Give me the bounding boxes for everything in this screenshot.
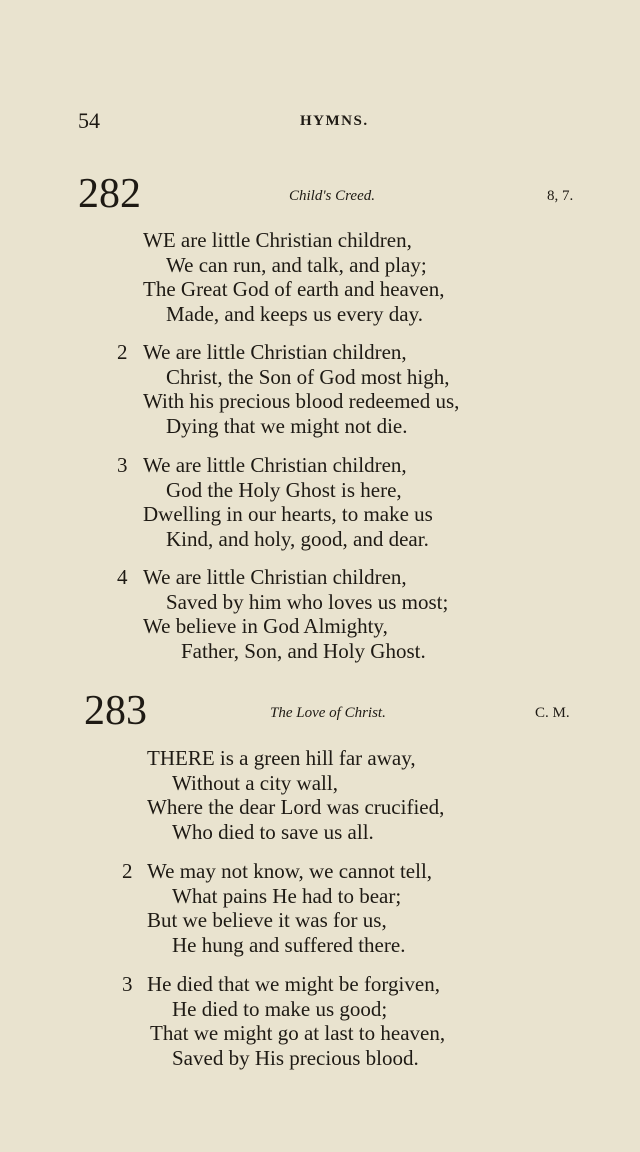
hymn-number: 283 [84, 688, 147, 734]
verse-line: Dying that we might not die. [166, 414, 408, 439]
verse-line: He died that we might be forgiven, [147, 972, 440, 996]
page-number: 54 [78, 108, 100, 133]
verse-line: But we believe it was for us, [147, 908, 387, 933]
verse-line: We may not know, we cannot tell, [147, 859, 433, 883]
stanza-number: 3 [117, 453, 128, 477]
verse-line: He died to make us good; [172, 996, 388, 1021]
hymn-title: The Love of Christ. [270, 705, 386, 721]
running-head [78, 108, 582, 134]
verse-line: We are little Christian children, [143, 453, 407, 477]
verse-line: Father, Son, and Holy Ghost. [181, 639, 426, 664]
verse-line: We are little Christian children, [143, 340, 407, 364]
verse-line: Who died to save us all. [172, 820, 374, 845]
running-title: HYMNS. [300, 113, 369, 129]
hymn-title: Child's Creed. [289, 188, 375, 204]
verse-line: Where the dear Lord was crucified, [147, 795, 445, 820]
verse-line: Made, and keeps us every day. [166, 302, 423, 327]
verse-line: Without a city wall, [172, 770, 338, 795]
verse-line: Dwelling in our hearts, to make us [143, 502, 433, 527]
hymn-heading [0, 689, 640, 733]
verse-line: Saved by him who loves us most; [166, 589, 449, 614]
stanza-number: 3 [122, 972, 133, 996]
hymn-meter: 8, 7. [547, 188, 574, 204]
verse-line: We are little Christian children, [143, 565, 407, 589]
hymn-number: 282 [78, 171, 141, 217]
verse-line: Saved by His precious blood. [172, 1046, 419, 1071]
verse-line: We believe in God Almighty, [143, 614, 388, 639]
hymn-heading [0, 172, 640, 216]
verse-line: Christ, the Son of God most high, [166, 364, 450, 389]
hymn-meter: C. M. [535, 705, 570, 721]
verse-line: That we might go at last to heaven, [150, 1021, 446, 1046]
verse-line: THERE is a green hill far away, [147, 746, 416, 770]
stanza-number: 4 [117, 565, 128, 589]
verse-line: He hung and suffered there. [172, 933, 406, 958]
verse-line: Kind, and holy, good, and dear. [166, 527, 429, 552]
verse-line: With his precious blood redeemed us, [143, 389, 460, 414]
verse-line: God the Holy Ghost is here, [166, 477, 402, 502]
stanza-number: 2 [122, 859, 133, 883]
verse-line: What pains He had to bear; [172, 883, 402, 908]
verse-line: WE are little Christian children, [143, 228, 412, 252]
verse-line: The Great God of earth and heaven, [143, 277, 445, 302]
stanza-number: 2 [117, 340, 128, 364]
verse-line: We can run, and talk, and play; [166, 252, 427, 277]
